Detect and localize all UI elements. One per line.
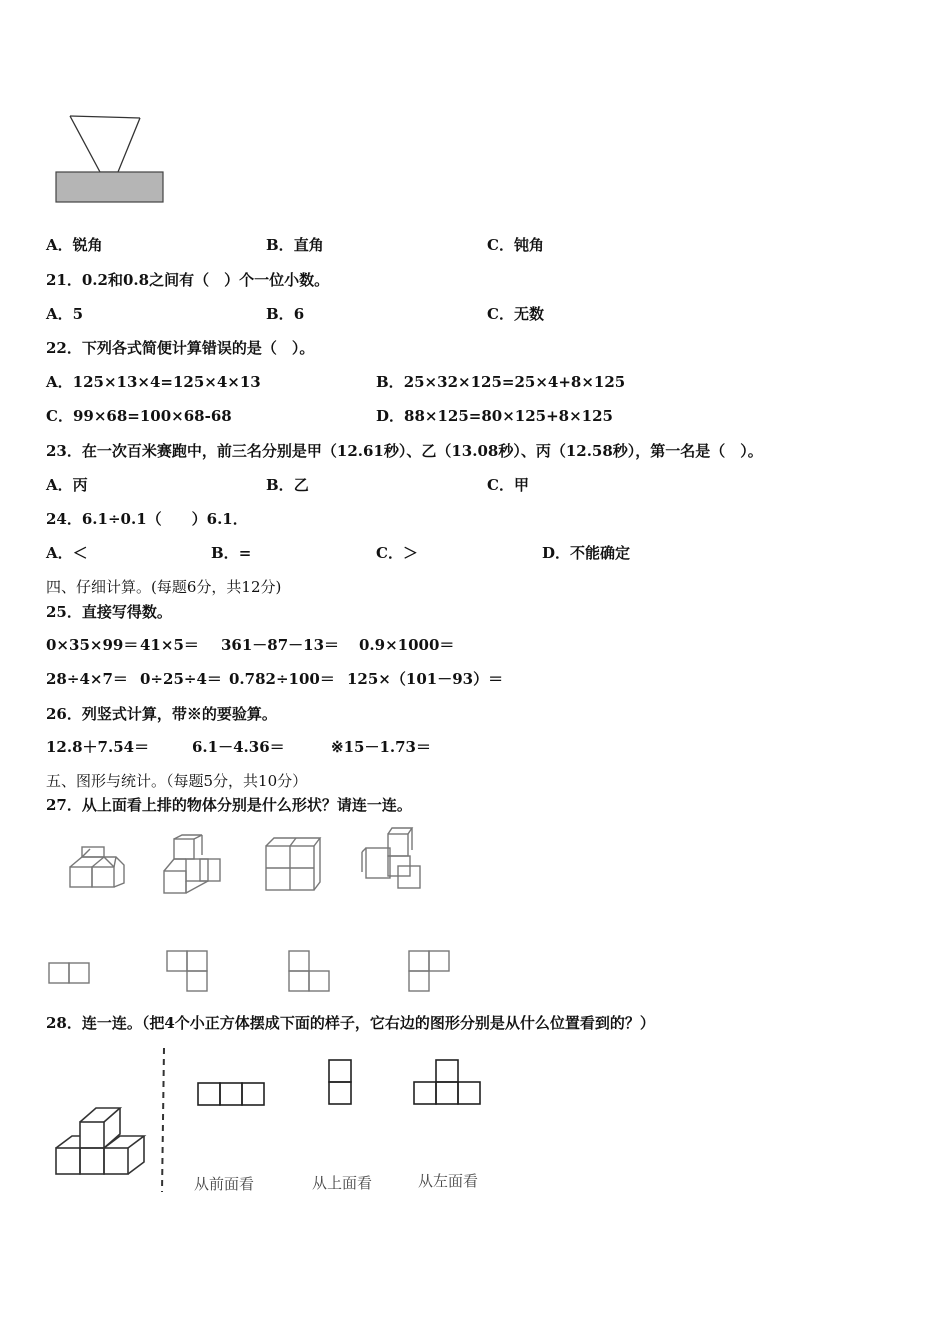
q28-view-front	[197, 1082, 267, 1106]
q24-option-b[interactable]: B．=	[211, 544, 252, 562]
q27-view-4	[408, 950, 452, 994]
q21-option-b[interactable]: B．6	[266, 305, 305, 323]
q23-option-c[interactable]: C．甲	[487, 476, 529, 494]
q22-option-c[interactable]: C．99×68=100×68-68	[46, 407, 232, 425]
q20-option-b[interactable]: B．直角	[266, 236, 324, 254]
q28-cube-arrangement	[52, 1104, 150, 1178]
q27-object-3	[262, 836, 322, 894]
q25-item: 41×5＝	[140, 636, 199, 654]
q25-item: 125×（101－93）＝	[347, 670, 504, 688]
q27-object-4	[358, 828, 424, 892]
q28-label-top: 从上面看	[312, 1174, 373, 1192]
q25-item: 361－87－13＝	[221, 636, 340, 654]
q22-option-a[interactable]: A．125×13×4=125×4×13	[46, 373, 261, 391]
q26-item: 12.8＋7.54＝	[46, 738, 150, 756]
q25-stem: 25．直接写得数。	[46, 603, 172, 621]
q21-option-a[interactable]: A．5	[46, 305, 84, 323]
q20-option-a[interactable]: A．锐角	[46, 236, 103, 254]
q27-view-3	[288, 950, 332, 994]
q24-option-a[interactable]: A．＜	[46, 544, 88, 562]
q27-stem: 27．从上面看上排的物体分别是什么形状？请连一连。	[46, 796, 412, 814]
q27-object-1	[66, 845, 126, 893]
q26-item: 6.1－4.36＝	[192, 738, 285, 756]
q23-option-b[interactable]: B．乙	[266, 476, 309, 494]
q26-stem: 26．列竖式计算，带※的要验算。	[46, 705, 277, 723]
q23-option-a[interactable]: A．丙	[46, 476, 88, 494]
q24-stem: 24．6.1÷0.1（ ）6.1．	[46, 510, 248, 528]
q25-item: 28÷4×7＝	[46, 670, 128, 688]
q27-object-2	[160, 835, 226, 897]
q27-view-2	[166, 950, 210, 994]
section4-heading: 四、仔细计算。(每题6分，共12分)	[46, 578, 282, 596]
q21-option-c[interactable]: C．无数	[487, 305, 544, 323]
section5-heading: 五、图形与统计。（每题5分，共10分）	[46, 772, 308, 790]
q25-item: 0÷25÷4＝	[140, 670, 222, 688]
q24-option-c[interactable]: C．＞	[376, 544, 418, 562]
q28-stem: 28．连一连。（把4个小正方体摆成下面的样子，它右边的图形分别是从什么位置看到的？）	[46, 1014, 655, 1032]
q22-option-d[interactable]: D．88×125=80×125+8×125	[376, 407, 613, 425]
q25-item: 0×35×99＝	[46, 636, 139, 654]
q23-stem: 23．在一次百米赛跑中，前三名分别是甲（12.61秒）、乙（13.08秒）、丙（12.58秒），第一名是（ ）。	[46, 442, 763, 460]
q22-stem: 22．下列各式简便计算错误的是（ ）。	[46, 339, 315, 357]
q25-item: 0.782÷100＝	[229, 670, 335, 688]
grey-block	[56, 172, 163, 202]
angle-shape	[70, 116, 140, 172]
q24-option-d[interactable]: D．不能确定	[542, 544, 631, 562]
q25-item: 0.9×1000＝	[359, 636, 455, 654]
q28-label-front: 从前面看	[194, 1175, 255, 1193]
q22-option-b[interactable]: B．25×32×125=25×4+8×125	[376, 373, 626, 391]
q26-item: ※15－1.73＝	[331, 738, 431, 756]
q20-option-c[interactable]: C．钝角	[487, 236, 544, 254]
q28-label-left: 从左面看	[418, 1172, 479, 1190]
dashed-divider	[160, 1048, 168, 1192]
q28-view-left	[413, 1059, 483, 1107]
q27-view-1	[48, 962, 90, 984]
q21-stem: 21．0.2和0.8之间有（ ）个一位小数。	[46, 271, 330, 289]
q28-view-top	[328, 1059, 354, 1107]
q20-angle-figure	[54, 114, 166, 206]
